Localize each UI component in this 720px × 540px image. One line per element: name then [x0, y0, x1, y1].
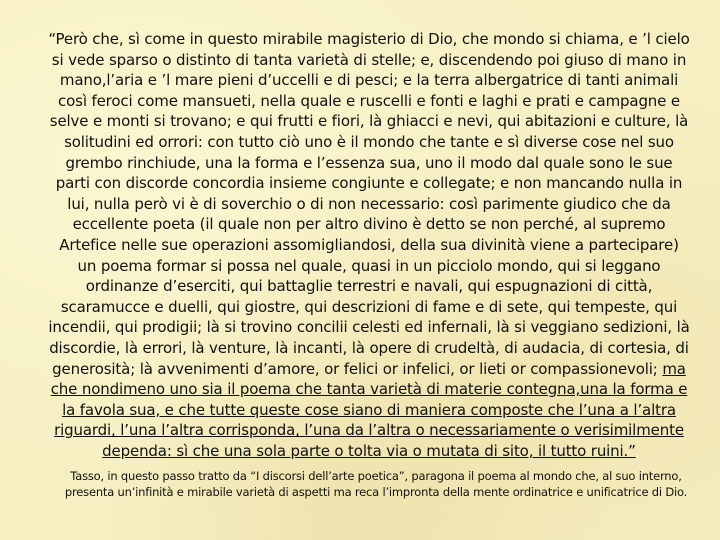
quote-underlined-text: ma che nondimeno uno sia il poema che tanta varietà di materie contegna,una la forma e la favola sua, e che tutte queste cose siano di maniera composte che l’una a l’altra riguardi, l’una l’altra corrisponda, l’una da l’altra o necessariamente o verisimilmente dependa: sì che una sola parte o tolta via o mutata di sito, il tutto ruini.” — [50, 359, 688, 460]
tasso-quote — [48, 29, 690, 461]
caption-note: Tasso, in questo passo tratto da “I discorsi dell’arte poetica”, paragona il poema al mondo che, al suo interno, presenta un’infinità e mirabile varietà di aspetti ma reca l’impronta della mente ordinatrice e unificatrice di Dio. — [64, 468, 688, 499]
quote-text: “Però che, sì come in questo mirabile magisterio di Dio, che mondo si chiama, e ’l cielo si vede sparso o distinto di tanta varietà di stelle; e, discendendo poi giuso di mano in mano,l’aria e ’l mare pieni d’uccelli e di pesci; e la terra albergatrice di tanti animali così feroci come mansueti, nella quale e ruscelli e fonti e laghi e prati e campagne e selve e monti si trovano; e qui frutti e fiori, là ghiacci e nevi, qui abitazioni e culture, là solitudini ed orrori: con tutto ciò uno è il mondo che tante e sì diverse cose nel suo grembo rinchiude, una la forma e l’essenza sua, uno il modo dal quale sono le sue parti con discorde concordia insieme congiunte e collegate; e non mancando nulla in lui, nulla però vi è di soverchio o di non necessario: così parimente giudico che da eccellente poeta (il quale non per altro divino è detto se non perché, al supremo Artefice nelle sue operazioni assomigliandosi, della sua divinità viene a partecipare) un poema formar si possa nel quale, quasi in un picciolo mondo, qui si leggano ordinanze d’eserciti, qui battaglie terrestri e navali, qui espugnazioni di città, scaramucce e duelli, qui giostre, qui descrizioni di fame e di sete, qui tempeste, qui incendii, qui prodigii; là si trovino concilii celesti ed infernali, là si veggiano sedizioni, là discordie, là errori, là venture, là incanti, là opere di crudeltà, di audacia, di cortesia, di generosità; là avvenimenti d’amore, or felici or infelici, or lieti or compassionevoli; — [48, 30, 690, 378]
